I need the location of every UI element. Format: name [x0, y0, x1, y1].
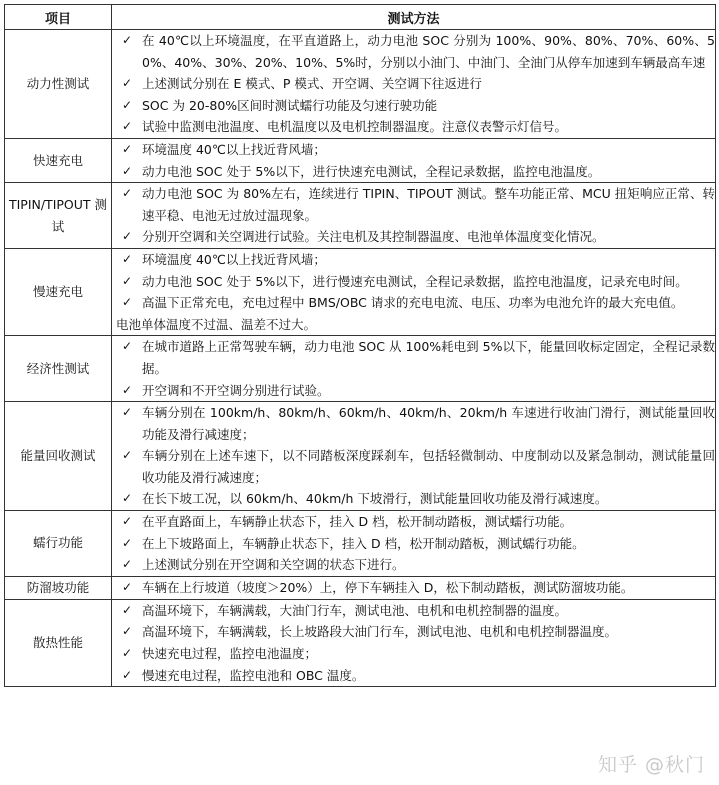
method-item-text: 高温下正常充电，充电过程中 BMS/OBC 请求的充电电流、电压、功率为电池允许的最大充电值。 [142, 295, 684, 311]
checkmark-icon: ✓ [121, 448, 133, 463]
checkmark-icon: ✓ [121, 602, 133, 617]
method-item-text: 动力电池 SOC 处于 5%以下，进行慢速充电测试，全程记录数据，监控电池温度，记录充电时间。 [142, 273, 688, 289]
checkmark-icon: ✓ [121, 273, 133, 288]
method-item [112, 292, 715, 314]
checkmark-icon: ✓ [121, 514, 133, 529]
checkmark-icon: ✓ [121, 382, 133, 397]
checkmark-icon: ✓ [121, 624, 133, 639]
method-item-text: 高温环境下，车辆满载，长上坡路段大油门行车，测试电池、电机和电机控制器温度。 [142, 624, 618, 640]
header-item: 项目 [5, 5, 112, 30]
row-method-cell [112, 599, 716, 686]
method-item-text: 试验中监测电池温度、电机温度以及电机控制器温度。注意仪表警示灯信号。 [142, 119, 568, 135]
method-item [112, 226, 715, 248]
table-row [5, 30, 716, 139]
checkmark-icon: ✓ [121, 535, 133, 550]
method-item-text: 动力电池 SOC 处于 5%以下，进行快速充电测试，全程记录数据，监控电池温度。 [142, 163, 601, 179]
method-item [112, 533, 715, 555]
method-item-text: 车辆在上行坡道（坡度＞20%）上，停下车辆挂入 D，松下制动踏板，测试防溜坡功能。 [142, 580, 634, 596]
row-method-cell [112, 183, 716, 249]
row-method-cell [112, 336, 716, 402]
method-item [112, 402, 715, 445]
method-item [112, 665, 715, 687]
row-category: 慢速充电 [5, 248, 112, 335]
method-item-text: 高温环境下，车辆满载，大油门行车，测试电池、电机和电机控制器的温度。 [142, 602, 568, 618]
row-category: TIPIN/TIPOUT 测试 [5, 183, 112, 249]
checkmark-icon: ✓ [121, 119, 133, 134]
checkmark-icon: ✓ [121, 186, 133, 201]
table-row [5, 576, 716, 599]
row-method-cell [112, 402, 716, 511]
checkmark-icon: ✓ [121, 339, 133, 354]
checkmark-icon: ✓ [121, 251, 133, 266]
method-item [112, 183, 715, 226]
method-item [112, 116, 715, 138]
checkmark-icon: ✓ [121, 580, 133, 595]
method-item [112, 600, 715, 622]
method-item [112, 511, 715, 533]
row-category: 散热性能 [5, 599, 112, 686]
checkmark-icon: ✓ [121, 667, 133, 682]
row-category: 能量回收测试 [5, 402, 112, 511]
table-row [5, 402, 716, 511]
method-item-text: 开空调和不开空调分别进行试验。 [142, 382, 330, 398]
method-item [112, 139, 715, 161]
row-category: 防溜坡功能 [5, 576, 112, 599]
row-method-cell [112, 138, 716, 182]
table-body [5, 30, 716, 687]
checkmark-icon: ✓ [121, 491, 133, 506]
method-item [112, 488, 715, 510]
method-item-text: 车辆分别在 100km/h、80km/h、60km/h、40km/h、20km/h 车速进行收油门滑行，测试能量回收功能及滑行减速度； [142, 405, 715, 442]
method-item [112, 380, 715, 402]
checkmark-icon: ✓ [121, 163, 133, 178]
checkmark-icon: ✓ [121, 405, 133, 420]
method-item-text: 环境温度 40℃以上找近背风墙； [142, 251, 326, 267]
checkmark-icon: ✓ [121, 229, 133, 244]
method-item-text: 在上下坡路面上，车辆静止状态下，挂入 D 档，松开制动踏板，测试蠕行功能。 [142, 535, 585, 551]
checkmark-icon: ✓ [121, 646, 133, 661]
method-item [112, 161, 715, 183]
method-item-text: 慢速充电过程，监控电池和 OBC 温度。 [142, 667, 365, 683]
method-note: 电池单体温度不过温、温差不过大。 [116, 316, 317, 332]
checkmark-icon: ✓ [121, 97, 133, 112]
test-method-table [4, 4, 716, 687]
row-category: 快速充电 [5, 138, 112, 182]
method-item-text: 环境温度 40℃以上找近背风墙； [142, 141, 326, 157]
method-item [112, 577, 715, 599]
table-row [5, 183, 716, 249]
method-item [112, 73, 715, 95]
header-method: 测试方法 [112, 5, 716, 30]
method-item [112, 249, 715, 271]
method-item-text: 在 40℃以上环境温度，在平直道路上，动力电池 SOC 分别为 100%、90%、80%、70%、60%、50%、40%、30%、20%、10%、5%时，分别以小油门、中油门、全油门从停车加速到车辆最高车速 [142, 33, 715, 70]
row-method-cell [112, 30, 716, 139]
row-method-cell [112, 248, 716, 335]
table-header-row [5, 5, 716, 30]
method-item-text: 分别开空调和关空调进行试验。关注电机及其控制器温度、电池单体温度变化情况。 [142, 229, 605, 245]
checkmark-icon: ✓ [121, 33, 133, 47]
table-row [5, 336, 716, 402]
method-item [112, 271, 715, 293]
method-item-text: 上述测试分别在 E 模式、P 模式、开空调、关空调下往返进行 [142, 76, 482, 92]
table-row [5, 138, 716, 182]
checkmark-icon: ✓ [121, 141, 133, 156]
method-item [112, 336, 715, 379]
method-item [112, 554, 715, 576]
table-row [5, 511, 716, 577]
method-item-text: 车辆分别在上述车速下，以不同踏板深度踩刹车，包括轻微制动、中度制动以及紧急制动，测试能量回收功能及滑行减速度； [142, 448, 715, 485]
row-method-cell [112, 511, 716, 577]
table-row [5, 248, 716, 335]
method-item-text: SOC 为 20-80%区间时测试蠕行功能及匀速行驶功能 [142, 97, 438, 113]
method-item [112, 445, 715, 488]
method-item [112, 95, 715, 117]
checkmark-icon: ✓ [121, 557, 133, 572]
method-item-text: 在城市道路上正常驾驶车辆，动力电池 SOC 从 100%耗电到 5%以下，能量回收标定固定，全程记录数据。 [142, 339, 715, 376]
method-item [112, 30, 715, 73]
row-category: 经济性测试 [5, 336, 112, 402]
row-category: 动力性测试 [5, 30, 112, 139]
table-row [5, 599, 716, 686]
method-item [112, 621, 715, 643]
method-item-text: 上述测试分别在开空调和关空调的状态下进行。 [142, 557, 405, 573]
method-item [112, 643, 715, 665]
method-item-text: 动力电池 SOC 为 80%左右，连续进行 TIPIN、TIPOUT 测试。整车功能正常、MCU 扭矩响应正常、转速平稳、电池无过放过温现象。 [142, 186, 715, 223]
method-item-text: 在平直路面上，车辆静止状态下，挂入 D 档，松开制动踏板，测试蠕行功能。 [142, 514, 573, 530]
method-item-text: 快速充电过程，监控电池温度； [142, 646, 318, 662]
method-item-text: 在长下坡工况，以 60km/h、40km/h 下坡滑行，测试能量回收功能及滑行减速度。 [142, 491, 608, 507]
row-method-cell [112, 576, 716, 599]
row-category: 蠕行功能 [5, 511, 112, 577]
checkmark-icon: ✓ [121, 76, 133, 91]
watermark: 知乎 @秋门 [597, 754, 705, 776]
checkmark-icon: ✓ [121, 295, 133, 310]
